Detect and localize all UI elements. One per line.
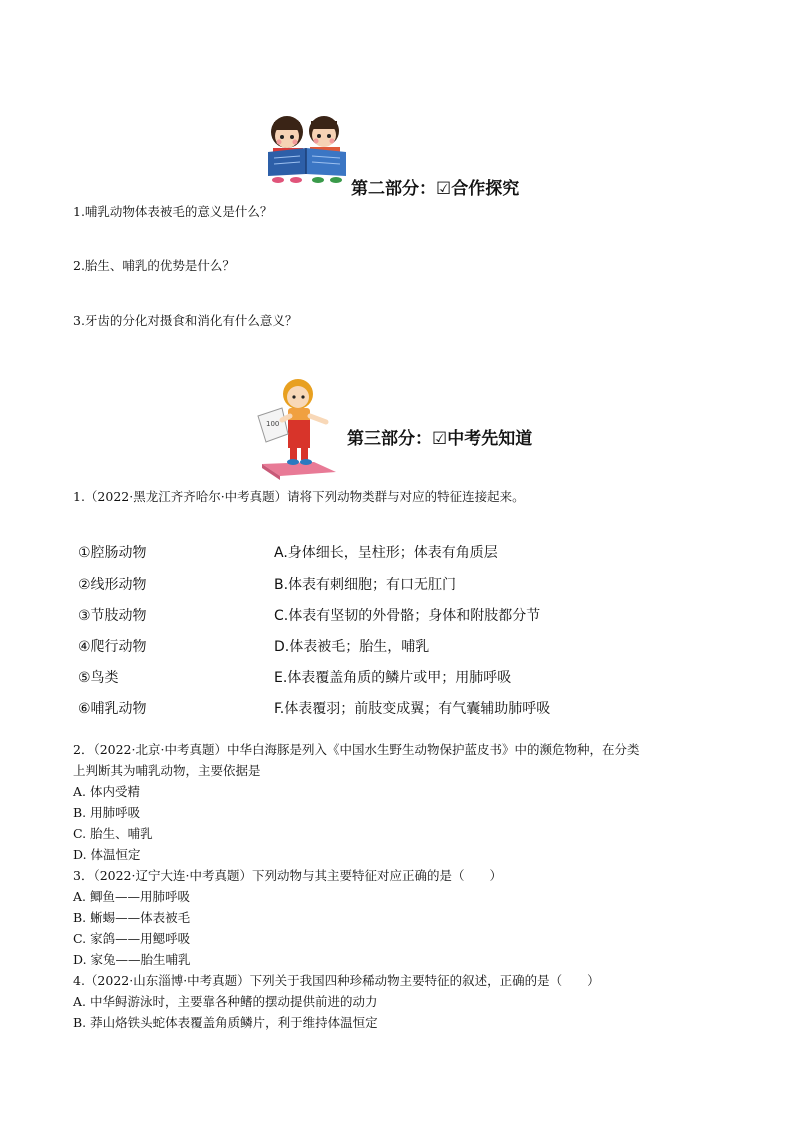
child-with-paper-illustration xyxy=(254,376,346,480)
question-stem: 3．（2022·辽宁大连·中考真题）下列动物与其主要特征对应正确的是（ ） xyxy=(73,868,502,883)
match-right-item: B.体表有刺细胞；有口无肛门 xyxy=(274,577,457,593)
svg-text:100: 100 xyxy=(266,420,280,428)
match-right-item: D.体表被毛；胎生，哺乳 xyxy=(274,639,430,655)
answer-option: A. 体内受精 xyxy=(73,784,140,799)
section2-heading: 第二部分：☑合作探究 xyxy=(351,179,520,199)
match-left-item: ⑤鸟类 xyxy=(78,670,119,686)
answer-option: D. 体温恒定 xyxy=(73,847,141,862)
answer-option: B. 用肺呼吸 xyxy=(73,805,141,820)
question-stem: 上判断其为哺乳动物，主要依据是 xyxy=(73,763,261,778)
answer-option: B. 蜥蜴——体表被毛 xyxy=(73,910,191,925)
match-right-item: C.体表有坚韧的外骨骼；身体和附肢都分节 xyxy=(274,608,541,624)
match-left-item: ③节肢动物 xyxy=(78,608,147,624)
answer-option: A. 鲫鱼——用肺呼吸 xyxy=(73,889,190,904)
question-text: 2.胎生、哺乳的优势是什么？ xyxy=(73,258,235,273)
match-right-item: F.体表覆羽；前肢变成翼；有气囊辅助肺呼吸 xyxy=(274,701,551,717)
match-left-item: ②线形动物 xyxy=(78,577,147,593)
match-left-item: ④爬行动物 xyxy=(78,639,147,655)
answer-option: B. 莽山烙铁头蛇体表覆盖角质鳞片，利于维持体温恒定 xyxy=(73,1015,378,1030)
question-stem: 4.（2022·山东淄博·中考真题）下列关于我国四种珍稀动物主要特征的叙述，正确的是（ ） xyxy=(73,973,600,988)
question-stem: 2．（2022·北京·中考真题）中华白海豚是列入《中国水生野生动物保护蓝皮书》中的濒危物种，在分类 xyxy=(73,742,640,757)
match-left-item: ⑥哺乳动物 xyxy=(78,701,147,717)
children-reading-illustration xyxy=(264,112,350,184)
answer-option: D. 家兔——胎生哺乳 xyxy=(73,952,191,967)
question-stem: 1.（2022·黑龙江齐齐哈尔·中考真题）请将下列动物类群与对应的特征连接起来。 xyxy=(73,489,525,504)
answer-option: A. 中华鲟游泳时，主要靠各种鳍的摆动提供前进的动力 xyxy=(73,994,378,1009)
question-text: 1.哺乳动物体表被毛的意义是什么？ xyxy=(73,204,273,219)
answer-option: C. 家鸽——用鳃呼吸 xyxy=(73,931,191,946)
section3-heading: 第三部分：☑中考先知道 xyxy=(347,429,533,449)
match-left-item: ①腔肠动物 xyxy=(78,545,147,561)
match-right-item: A.身体细长，呈柱形；体表有角质层 xyxy=(274,545,498,561)
answer-option: C. 胎生、哺乳 xyxy=(73,826,153,841)
question-text: 3.牙齿的分化对摄食和消化有什么意义？ xyxy=(73,313,298,328)
match-right-item: E.体表覆盖角质的鳞片或甲；用肺呼吸 xyxy=(274,670,512,686)
